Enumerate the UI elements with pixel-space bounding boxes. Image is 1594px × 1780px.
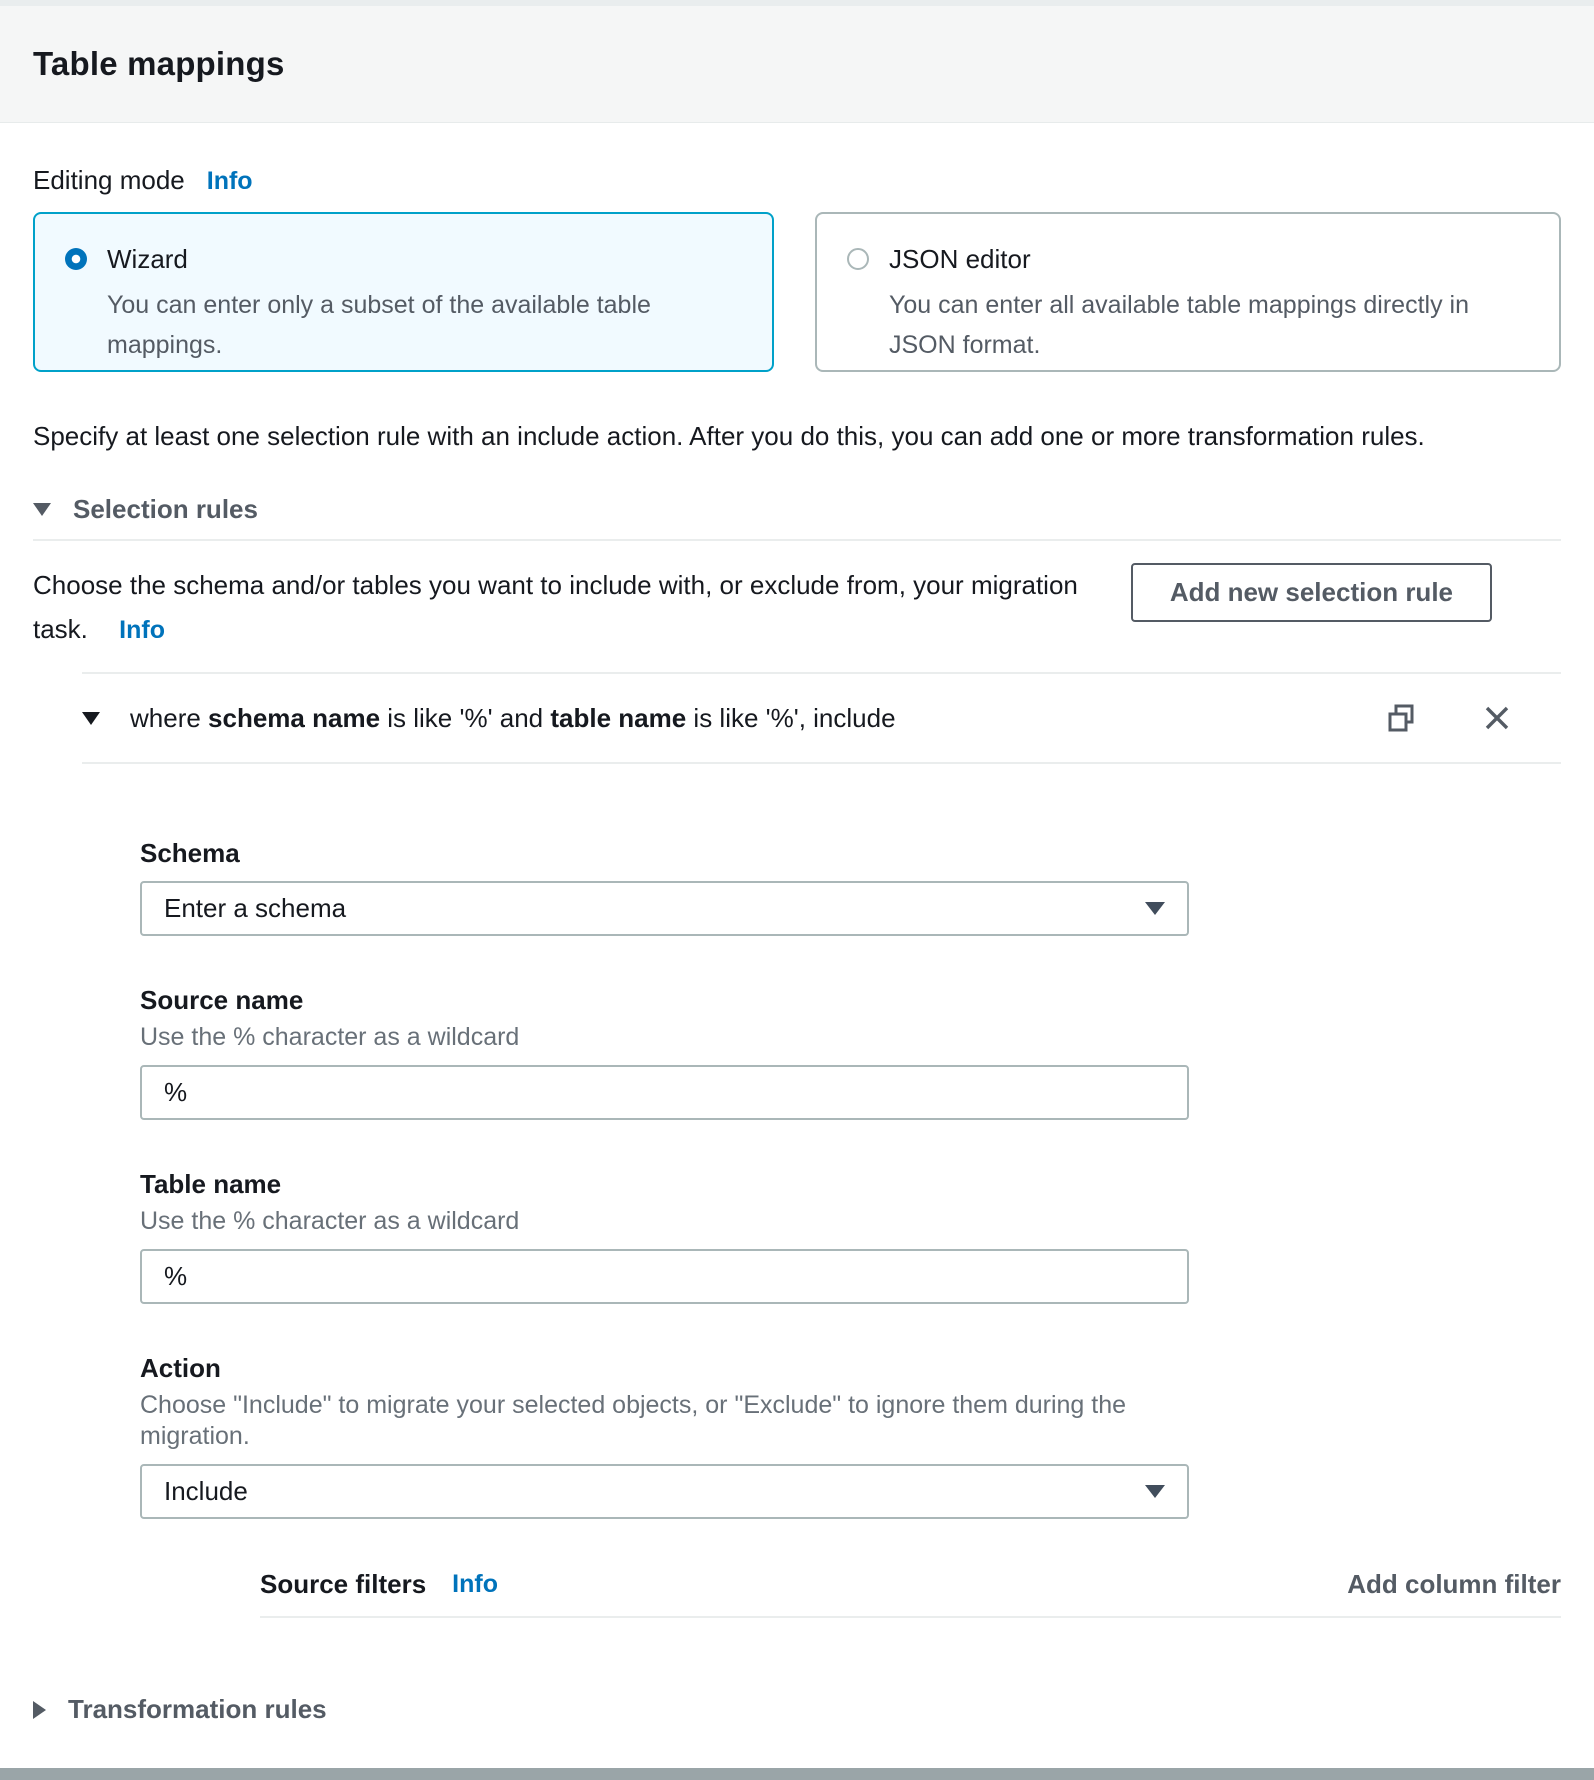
dropdown-caret-icon <box>1145 1485 1165 1498</box>
wizard-option-texts <box>107 244 744 370</box>
close-icon[interactable] <box>1482 703 1512 733</box>
table-name-input[interactable] <box>140 1249 1189 1304</box>
source-name-input[interactable] <box>140 1065 1189 1120</box>
transformation-rules-toggle[interactable] <box>33 1694 1561 1725</box>
editing-mode-label: Editing mode <box>33 165 185 195</box>
schema-dropdown-value: Enter a schema <box>164 893 347 923</box>
rule-actions <box>1386 703 1512 733</box>
action-dropdown-value: Include <box>164 1476 248 1506</box>
source-filters-section <box>260 1569 1561 1618</box>
rule-chevron-down-icon[interactable] <box>82 712 100 725</box>
selection-rule-row <box>82 674 1561 762</box>
source-name-label: Source name <box>140 985 304 1015</box>
selection-rules-description-row <box>33 541 1561 652</box>
radio-unselected-icon[interactable] <box>847 248 869 270</box>
editing-mode-option-json-editor[interactable] <box>815 212 1561 372</box>
source-filters-label: Source filters <box>260 1569 427 1599</box>
json-editor-option-texts <box>889 244 1531 370</box>
table-name-field-group <box>140 1168 1189 1304</box>
page-title: Table mappings <box>33 45 285 82</box>
bottom-section-bar <box>0 1768 1594 1780</box>
add-column-filter-button[interactable]: Add column filter <box>1347 1569 1561 1599</box>
chevron-down-icon <box>33 503 51 516</box>
action-dropdown[interactable] <box>140 1464 1189 1519</box>
editing-mode-options <box>33 212 1561 372</box>
editing-mode-option-wizard[interactable] <box>33 212 774 372</box>
rule-fields <box>140 764 1189 1519</box>
radio-selected-icon[interactable] <box>65 248 87 270</box>
selection-rules-info-link[interactable]: Info <box>119 616 165 644</box>
dropdown-caret-icon <box>1145 902 1165 915</box>
selection-rules-description <box>33 563 1093 652</box>
selection-rules-description-text: Choose the schema and/or tables you want to include with, or exclude from, your migration task. <box>33 570 1078 644</box>
chevron-right-icon <box>33 1701 46 1719</box>
editing-mode-info-link[interactable]: Info <box>206 167 253 195</box>
source-filters-row <box>260 1569 1561 1600</box>
table-name-label: Table name <box>140 1169 282 1199</box>
schema-dropdown[interactable] <box>140 881 1189 936</box>
transformation-rules-header: Transformation rules <box>68 1694 327 1724</box>
selection-rules-header: Selection rules <box>73 494 258 524</box>
json-editor-option-description: You can enter all available table mappings directly in JSON format. <box>889 291 1469 359</box>
source-filters-info-link[interactable]: Info <box>452 1570 498 1598</box>
table-name-description: Use the % character as a wildcard <box>140 1207 520 1235</box>
intro-text: Specify at least one selection rule with an include action. After you do this, you can add one or more transformation rules. <box>33 421 1425 451</box>
editing-mode-row <box>33 165 1561 196</box>
rule-summary: where schema name is like '%' and table name is like '%', include <box>130 702 896 733</box>
schema-label: Schema <box>140 838 240 868</box>
schema-field-group <box>140 837 1189 936</box>
copy-icon[interactable] <box>1386 703 1416 733</box>
action-field-group <box>140 1352 1189 1519</box>
action-description: Choose "Include" to migrate your selected objects, or "Exclude" to ignore them during the migration. <box>140 1391 1127 1450</box>
panel-content <box>0 165 1594 1725</box>
json-editor-option-label: JSON editor <box>889 244 1031 274</box>
source-name-description: Use the % character as a wildcard <box>140 1023 520 1051</box>
action-label: Action <box>140 1353 221 1383</box>
wizard-option-label: Wizard <box>107 244 188 274</box>
divider <box>260 1616 1561 1618</box>
add-new-selection-rule-button[interactable]: Add new selection rule <box>1131 563 1492 622</box>
wizard-option-description: You can enter only a subset of the available table mappings. <box>107 291 651 359</box>
source-name-field-group <box>140 984 1189 1120</box>
panel-header <box>0 6 1594 123</box>
selection-rules-toggle[interactable] <box>33 494 1561 525</box>
